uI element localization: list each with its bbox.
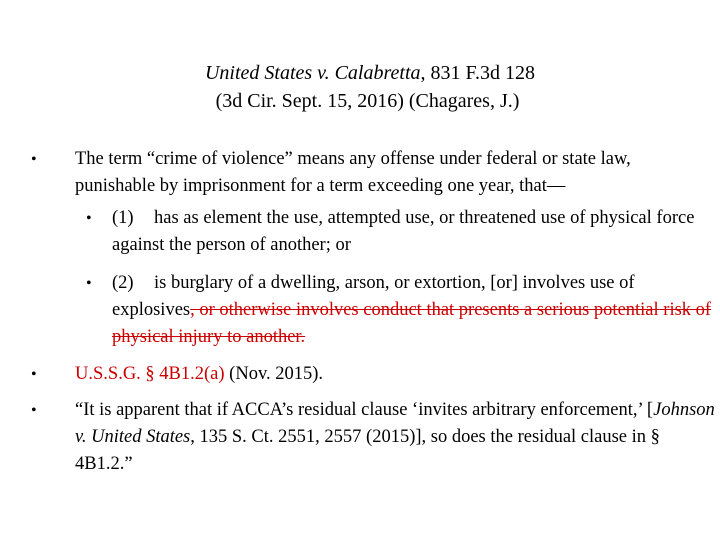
quote-case-name: Johnson v. United States xyxy=(75,400,715,447)
bullet-icon: • xyxy=(86,210,92,227)
bullet-icon: • xyxy=(31,402,37,419)
sub-bullet-1 xyxy=(86,205,712,259)
case-name: United States v. Calabretta xyxy=(204,62,421,84)
sub-bullet-1-number: (1) xyxy=(112,208,134,228)
bullet-icon: • xyxy=(86,275,92,292)
guideline-date: (Nov. 2015). xyxy=(224,364,324,384)
guideline-citation: U.S.S.G. § 4B1.2(a) xyxy=(75,364,225,384)
page-subtitle: (3d Cir. Sept. 15, 2016) (Chagares, J.) xyxy=(215,90,520,112)
page-title xyxy=(0,60,720,86)
bullet-definition-text: The term “crime of violence” means any offense under federal or state law, punishable by imprisonment for a term exceeding one year, that— xyxy=(75,149,631,196)
bullet-quote xyxy=(31,397,715,478)
bullet-icon: • xyxy=(31,151,37,168)
quote-text-end: , 135 S. Ct. 2551, 2557 (2015)], so does the residual clause in § 4B1.2.” xyxy=(75,427,660,474)
quote-text-start: “It is apparent that if ACCA’s residual clause ‘invites arbitrary enforcement,’ [ xyxy=(75,400,654,420)
sub-bullet-2-text: is burglary of a dwelling, arson, or extortion, [or] involves use of explosives xyxy=(112,273,635,320)
sub-bullet-2-number: (2) xyxy=(112,273,134,293)
bullet-icon: • xyxy=(31,366,37,383)
sub-bullet-1-text: has as element the use, attempted use, or threatened use of physical force against the person of another; or xyxy=(112,208,695,255)
case-citation: , 831 F.3d 128 xyxy=(420,62,536,84)
bullet-definition xyxy=(31,146,715,200)
sub-bullet-2 xyxy=(86,270,712,351)
sub-bullet-2-struck-text: , or otherwise involves conduct that presents a serious potential risk of physical injury to another. xyxy=(112,300,712,347)
bullet-guideline-cite xyxy=(31,361,715,388)
